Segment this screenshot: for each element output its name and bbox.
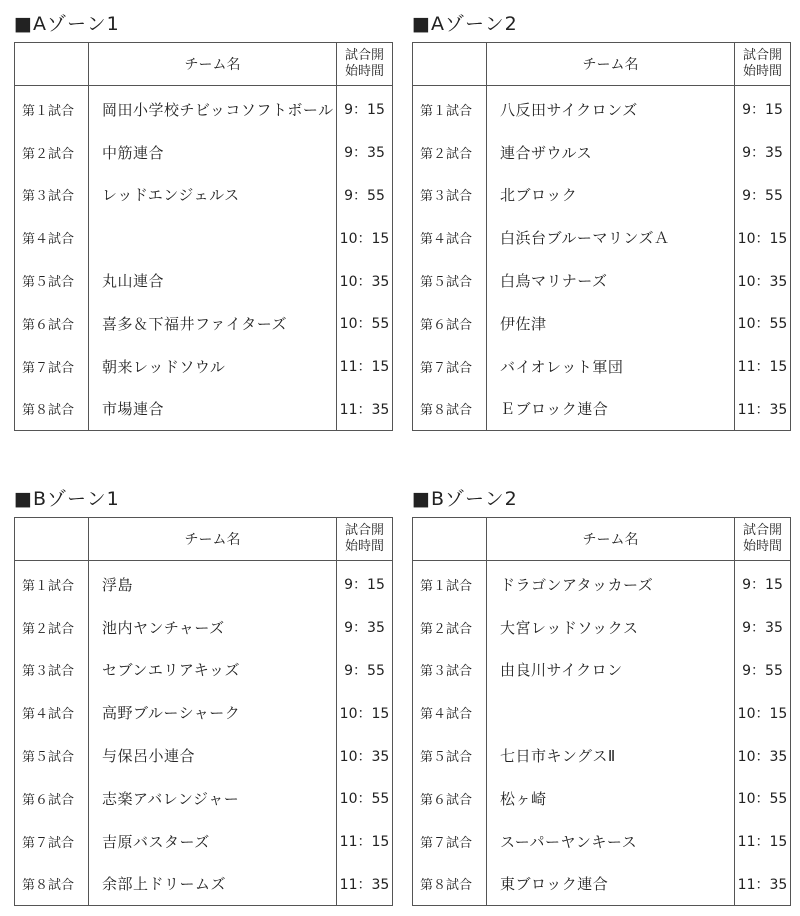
game-label: 第２試合	[22, 621, 75, 637]
team-name: Ｅブロック連合	[487, 388, 735, 431]
team-name: 高野ブルーシャーク	[89, 691, 337, 734]
game-label: 第７試合	[22, 360, 75, 376]
team-name: 志楽アバレンジャー	[89, 777, 337, 820]
game-label: 第２試合	[420, 146, 473, 162]
start-time: 11：35	[337, 388, 393, 431]
start-time: 10：35	[735, 259, 791, 302]
team-name: 余部上ドリームズ	[89, 863, 337, 906]
team-name: 八反田サイクロンズ	[487, 86, 735, 131]
start-time: 10：15	[337, 216, 393, 259]
table-row	[15, 345, 393, 388]
start-time: 11：35	[735, 863, 791, 906]
table-row	[15, 388, 393, 431]
header-row	[15, 43, 393, 86]
table-row	[15, 691, 393, 734]
table-row	[15, 174, 393, 217]
team-name: 浮島	[89, 561, 337, 606]
team-name: ドラゴンアタッカーズ	[487, 561, 735, 606]
game-label: 第３試合	[420, 664, 473, 680]
table-row	[413, 345, 791, 388]
start-time: 9：15	[337, 561, 393, 606]
game-header	[413, 43, 487, 86]
table-row	[413, 174, 791, 217]
start-time: 9：55	[735, 174, 791, 217]
start-time: 10：55	[337, 777, 393, 820]
game-label: 第８試合	[420, 403, 473, 419]
team-name: 東ブロック連合	[487, 863, 735, 906]
team-name: 与保呂小連合	[89, 734, 337, 777]
game-label: 第２試合	[420, 621, 473, 637]
zone-title: ■Bゾーン2	[412, 488, 518, 510]
table-row	[15, 820, 393, 863]
game-label: 第６試合	[420, 792, 473, 808]
team-name: 白浜台ブルーマリンズＡ	[487, 216, 735, 259]
game-label: 第４試合	[22, 707, 75, 723]
team-header: チーム名	[89, 43, 337, 86]
table-row	[15, 259, 393, 302]
table-row	[413, 820, 791, 863]
start-time: 9：55	[337, 174, 393, 217]
game-label: 第５試合	[22, 750, 75, 766]
schedule-table	[412, 42, 791, 431]
start-time: 9：15	[337, 86, 393, 131]
start-time: 9：55	[735, 649, 791, 692]
zone-a1	[14, 13, 392, 431]
team-name: 連合ザウルス	[487, 131, 735, 174]
table-row	[15, 131, 393, 174]
game-label: 第６試合	[22, 317, 75, 333]
table-row	[413, 216, 791, 259]
team-name: レッドエンジェルス	[89, 174, 337, 217]
start-time: 10：15	[735, 216, 791, 259]
table-row	[413, 649, 791, 692]
schedule-table	[412, 517, 791, 906]
header-row	[413, 518, 791, 561]
game-label: 第２試合	[22, 146, 75, 162]
game-label: 第１試合	[22, 578, 75, 594]
game-label: 第４試合	[420, 232, 473, 248]
zone-title: ■Aゾーン1	[14, 13, 120, 35]
schedule-table	[14, 517, 393, 906]
team-name: 北ブロック	[487, 174, 735, 217]
start-time: 10：55	[735, 777, 791, 820]
team-name: 喜多＆下福井ファイターズ	[89, 302, 337, 345]
header-row	[15, 518, 393, 561]
zone-b2	[412, 488, 790, 906]
table-row	[413, 388, 791, 431]
start-time: 10：15	[337, 691, 393, 734]
game-label: 第３試合	[420, 189, 473, 205]
team-name: 白鳥マリナーズ	[487, 259, 735, 302]
game-header	[15, 518, 89, 561]
start-time: 10：35	[735, 734, 791, 777]
table-row	[15, 302, 393, 345]
team-name: 市場連合	[89, 388, 337, 431]
game-label: 第３試合	[22, 189, 75, 205]
game-header	[413, 518, 487, 561]
start-time: 11：35	[337, 863, 393, 906]
start-time: 9：15	[735, 86, 791, 131]
team-name: 大宮レッドソックス	[487, 606, 735, 649]
start-time: 9：35	[337, 131, 393, 174]
start-time: 11：35	[735, 388, 791, 431]
table-row	[15, 777, 393, 820]
start-time-header: 試合開 始時間	[735, 43, 791, 86]
game-label: 第８試合	[420, 878, 473, 894]
start-time-header: 試合開 始時間	[337, 43, 393, 86]
game-label: 第６試合	[420, 317, 473, 333]
team-name: スーパーヤンキース	[487, 820, 735, 863]
start-time: 9：35	[735, 131, 791, 174]
team-name: 中筋連合	[89, 131, 337, 174]
team-header: チーム名	[89, 518, 337, 561]
game-label: 第４試合	[22, 232, 75, 248]
game-label: 第５試合	[420, 275, 473, 291]
game-header	[15, 43, 89, 86]
table-row	[15, 863, 393, 906]
start-time: 11：15	[735, 820, 791, 863]
start-time: 10：55	[735, 302, 791, 345]
game-label: 第４試合	[420, 707, 473, 723]
zone-b1	[14, 488, 392, 906]
table-row	[15, 606, 393, 649]
start-time: 10：55	[337, 302, 393, 345]
team-name: 吉原バスターズ	[89, 820, 337, 863]
table-row	[413, 561, 791, 606]
table-row	[413, 777, 791, 820]
header-row	[413, 43, 791, 86]
start-time: 11：15	[337, 820, 393, 863]
start-time: 10：15	[735, 691, 791, 734]
table-row	[413, 734, 791, 777]
team-name: 岡田小学校チビッコソフトボール	[89, 86, 337, 131]
table-row	[15, 734, 393, 777]
start-time: 9：55	[337, 649, 393, 692]
team-name: 松ヶ崎	[487, 777, 735, 820]
start-time: 11：15	[337, 345, 393, 388]
start-time-header: 試合開 始時間	[735, 518, 791, 561]
start-time-header: 試合開 始時間	[337, 518, 393, 561]
start-time: 9：15	[735, 561, 791, 606]
team-name	[89, 216, 337, 259]
game-label: 第３試合	[22, 664, 75, 680]
team-name: 朝来レッドソウル	[89, 345, 337, 388]
start-time: 9：35	[735, 606, 791, 649]
start-time: 10：35	[337, 259, 393, 302]
team-name: 由良川サイクロン	[487, 649, 735, 692]
table-row	[413, 691, 791, 734]
team-name: バイオレット軍団	[487, 345, 735, 388]
game-label: 第６試合	[22, 792, 75, 808]
team-name: 伊佐津	[487, 302, 735, 345]
zone-a2	[412, 13, 790, 431]
table-row	[15, 561, 393, 606]
schedule-table	[14, 42, 393, 431]
team-header: チーム名	[487, 518, 735, 561]
game-label: 第５試合	[420, 750, 473, 766]
table-row	[413, 302, 791, 345]
team-name: 七日市キングスⅡ	[487, 734, 735, 777]
zone-title: ■Bゾーン1	[14, 488, 120, 510]
start-time: 11：15	[735, 345, 791, 388]
team-name: 池内ヤンチャーズ	[89, 606, 337, 649]
table-row	[413, 863, 791, 906]
game-label: 第７試合	[22, 835, 75, 851]
team-name: 丸山連合	[89, 259, 337, 302]
game-label: 第１試合	[420, 578, 473, 594]
game-label: 第８試合	[22, 878, 75, 894]
team-name	[487, 691, 735, 734]
table-row	[413, 86, 791, 131]
table-row	[413, 259, 791, 302]
game-label: 第５試合	[22, 275, 75, 291]
game-label: 第７試合	[420, 835, 473, 851]
start-time: 10：35	[337, 734, 393, 777]
game-label: 第１試合	[420, 103, 473, 119]
table-row	[413, 606, 791, 649]
table-row	[15, 216, 393, 259]
game-label: 第１試合	[22, 103, 75, 119]
team-name: セブンエリアキッズ	[89, 649, 337, 692]
start-time: 9：35	[337, 606, 393, 649]
game-label: 第８試合	[22, 403, 75, 419]
zone-title: ■Aゾーン2	[412, 13, 518, 35]
table-row	[413, 131, 791, 174]
game-label: 第７試合	[420, 360, 473, 376]
table-row	[15, 86, 393, 131]
table-row	[15, 649, 393, 692]
team-header: チーム名	[487, 43, 735, 86]
